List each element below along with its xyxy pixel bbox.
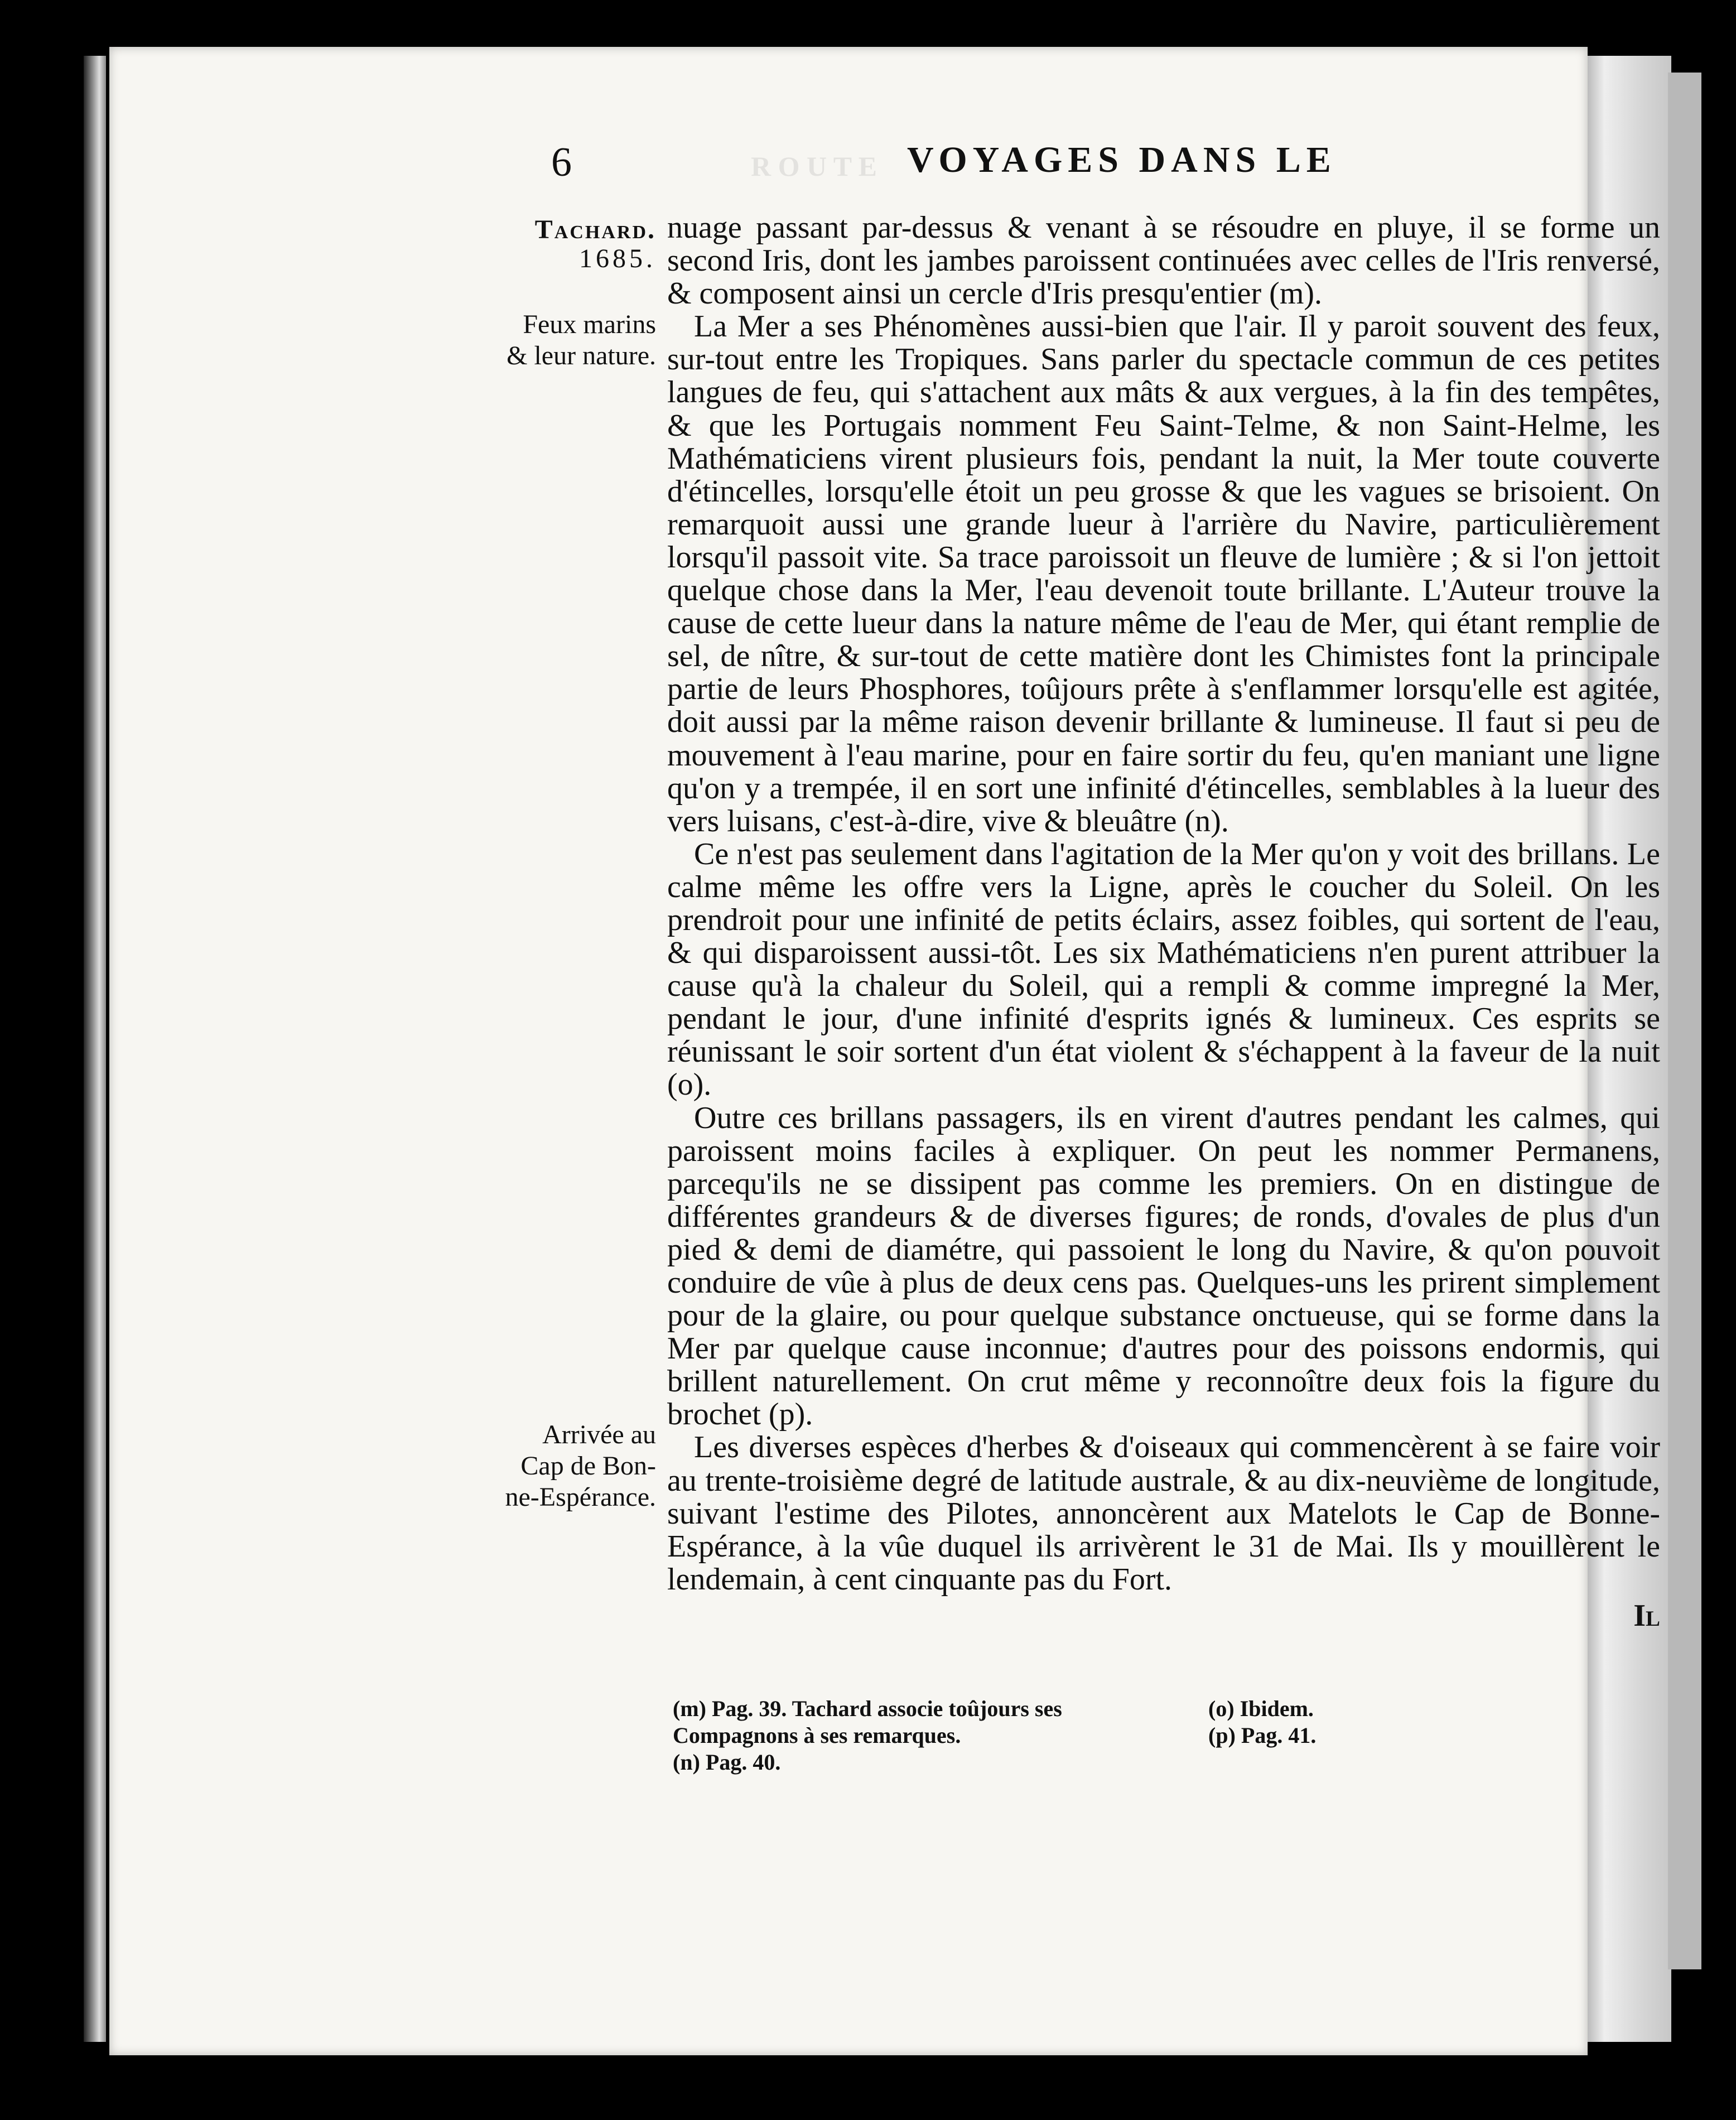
paragraph: Les diverses espèces d'herbes & d'oiseaux qui commencèrent à se faire voir au trente-troisième degré de latitude australe, & au dix-neuvième de longitude, suivant l'estime des Pilotes, annoncèrent aux Matelots le Cap de Bonne-Espérance, à la vûe duquel ils arrivèrent le 31 de Mai. Ils y mouillèrent le lendemain, à cent cinquante pas du Fort.	[667, 1430, 1660, 1597]
catchword: Il	[1633, 1598, 1660, 1633]
paragraph: La Mer a ses Phénomènes aussi-bien que l'air. Il y paroit souvent des feux, sur-tout entre les Tropiques. Sans parler du spectacle commun de ces petites langues de feu, qui s'attachent aux mâts & aux vergues, à la fin des tempêtes, & que les Portugais nomment Feu Saint-Telme, & non Saint-Helme, les Mathématiciens virent plusieurs fois, pendant la nuit, la Mer toute couverte d'étincelles, lorsqu'elle étoit un peu grosse & que les vagues se brisoient. On remarquoit aussi une grande lueur à l'arrière du Navire, particulièrement lorsqu'il passoit vite. Sa trace paroissoit un fleuve de lumière ; & si l'on jettoit quelque chose dans la Mer, l'eau devenoit toute brillante. L'Auteur trouve la cause de cette lueur dans la nature même de l'eau de Mer, qui étant remplie de sel, de nître, & sur-tout de cette matière dont les Chimistes font la principale partie de leurs Phosphores, toûjours prête à s'enflammer lorsqu'elle est agitée, doit aussi par la même raison devenir brillante & lumineuse. Il faut si peu de mouvement à l'eau marine, pour en faire sortir du feu, qu'en maniant une ligne qu'on y a trempée, il en sort une infinité d'étincelles, semblables à la lueur des vers luisans, c'est-à-dire, vive & bleuâtre (n).	[667, 309, 1660, 839]
margin-line: Arrivée au	[542, 1420, 656, 1449]
paragraph: Ce n'est pas seulement dans l'agitation de la Mer qu'on y voit des brillans. Le calme même les offre vers la Ligne, après le coucher du Soleil. On les prendroit pour une infinité de petits éclairs, assez foibles, qui sortent de l'eau, & qui disparoissent aussi-tôt. Les six Mathématiciens n'en purent attribuer la cause qu'à la chaleur du Soleil, qui a rempli & comme impregné la Mer, pendant le jour, d'une infinité d'esprits ignés & lumineux. Ces esprits se réunissant le soir sortent d'un état violent & s'échappent à la faveur de la nuit (o).	[667, 836, 1660, 1102]
book-page	[109, 47, 1660, 2055]
footnotes-right	[1208, 1695, 1599, 1749]
footnote-line: (m) Pag. 39. Tachard associe toûjours ses	[673, 1696, 1062, 1721]
margin-line: Cap de Bon-	[520, 1451, 656, 1481]
margin-author: Tachard.	[534, 215, 656, 244]
footnote-line: Compagnons à ses remarques.	[673, 1723, 961, 1748]
body-text	[667, 211, 1660, 1632]
margin-line: & leur nature.	[507, 341, 656, 370]
footnote-line: (o) Ibidem.	[1208, 1696, 1314, 1721]
running-head: VOYAGES DANS LE	[907, 139, 1337, 180]
margin-note-arrival	[388, 1419, 656, 1513]
margin-year: 1685.	[579, 244, 656, 273]
bleed-through-text: R O U T E	[751, 151, 877, 182]
footnote-line: (n) Pag. 40.	[673, 1750, 781, 1775]
paragraph: nuage passant par-dessus & venant à se résoudre en pluye, il se forme un second Iris, dont les jambes paroissent continuées avec celles de l'Iris renversé, & composent ainsi un cercle d'Iris presqu'entier (m).	[667, 210, 1660, 311]
footnotes-left	[673, 1695, 1203, 1776]
margin-note-sea-fires	[388, 309, 656, 372]
margin-line: Feux marins	[523, 310, 656, 339]
page-stack-edge-outer	[1668, 73, 1701, 1969]
page-header	[109, 139, 1588, 206]
paragraph: Outre ces brillans passagers, ils en virent d'autres pendant les calmes, qui paroissent moins faciles à expliquer. On peut les nommer Permanens, parcequ'ils ne se dissipent pas comme les premiers. On en distingue de différentes grandeurs & de diverses figures; de ronds, d'ovales de plus d'un pied & demi de diamétre, qui passoient le long du Navire, & qu'on pouvoit conduire de vûe à plus de deux cens pas. Quelques-uns les prirent simplement pour de la glaire, ou pour quelque substance onctueuse, qui se forme dans la Mer par quelque cause inconnue; d'autres pour des poissons endormis, qui brillent naturellement. On crut même y reconnoître deux fois la figure du brochet (p).	[667, 1100, 1660, 1432]
footnote-line: (p) Pag. 41.	[1208, 1723, 1317, 1748]
page-number: 6	[551, 139, 572, 185]
binding-shadow	[84, 56, 106, 2042]
margin-line: ne-Espérance.	[505, 1482, 656, 1512]
